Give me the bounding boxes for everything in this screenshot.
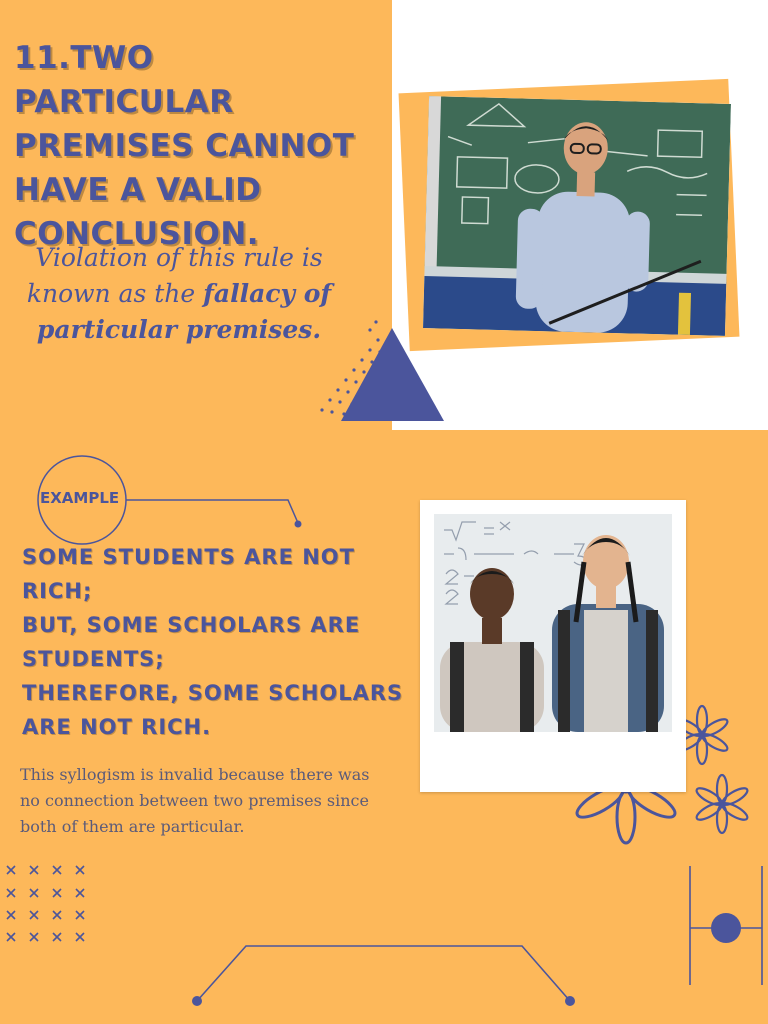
x-pattern [7,866,84,941]
syllogism-premise-2: BUT, SOME SCHOLARS ARE STUDENTS; [22,613,361,671]
example-connector-line [126,500,298,523]
syllogism-conclusion: THEREFORE, SOME SCHOLARS ARE NOT RICH. [22,681,404,739]
flower-small-bottom-icon [694,775,749,833]
example-label: EXAMPLE [40,489,120,507]
syllogism-premise-1: SOME STUDENTS ARE NOT RICH; [22,545,355,603]
bottom-right-dot [565,996,575,1006]
explanation-text: This syllogism is invalid because there was no connection between two premises since both of them are particular. [20,765,370,836]
slide-title: 11.TWO PARTICULAR PREMISES CANNOT HAVE A VALID CONCLUSION. [14,40,355,252]
bottom-left-dot [192,996,202,1006]
students-photo-frame [420,500,686,792]
teacher-photo [423,96,731,336]
syllogism [22,540,422,744]
example-connector-dot [295,521,302,528]
subtitle-prefix: Violation of this rule is known as the [26,243,323,308]
teacher-at-chalkboard-image [423,96,731,336]
fallacy-name: fallacy of particular premises. [36,279,332,344]
right-dot [711,913,741,943]
rule-violation-text [14,240,344,348]
bottom-bracket-line [197,946,570,1001]
two-students-with-backpacks-image [434,514,672,732]
